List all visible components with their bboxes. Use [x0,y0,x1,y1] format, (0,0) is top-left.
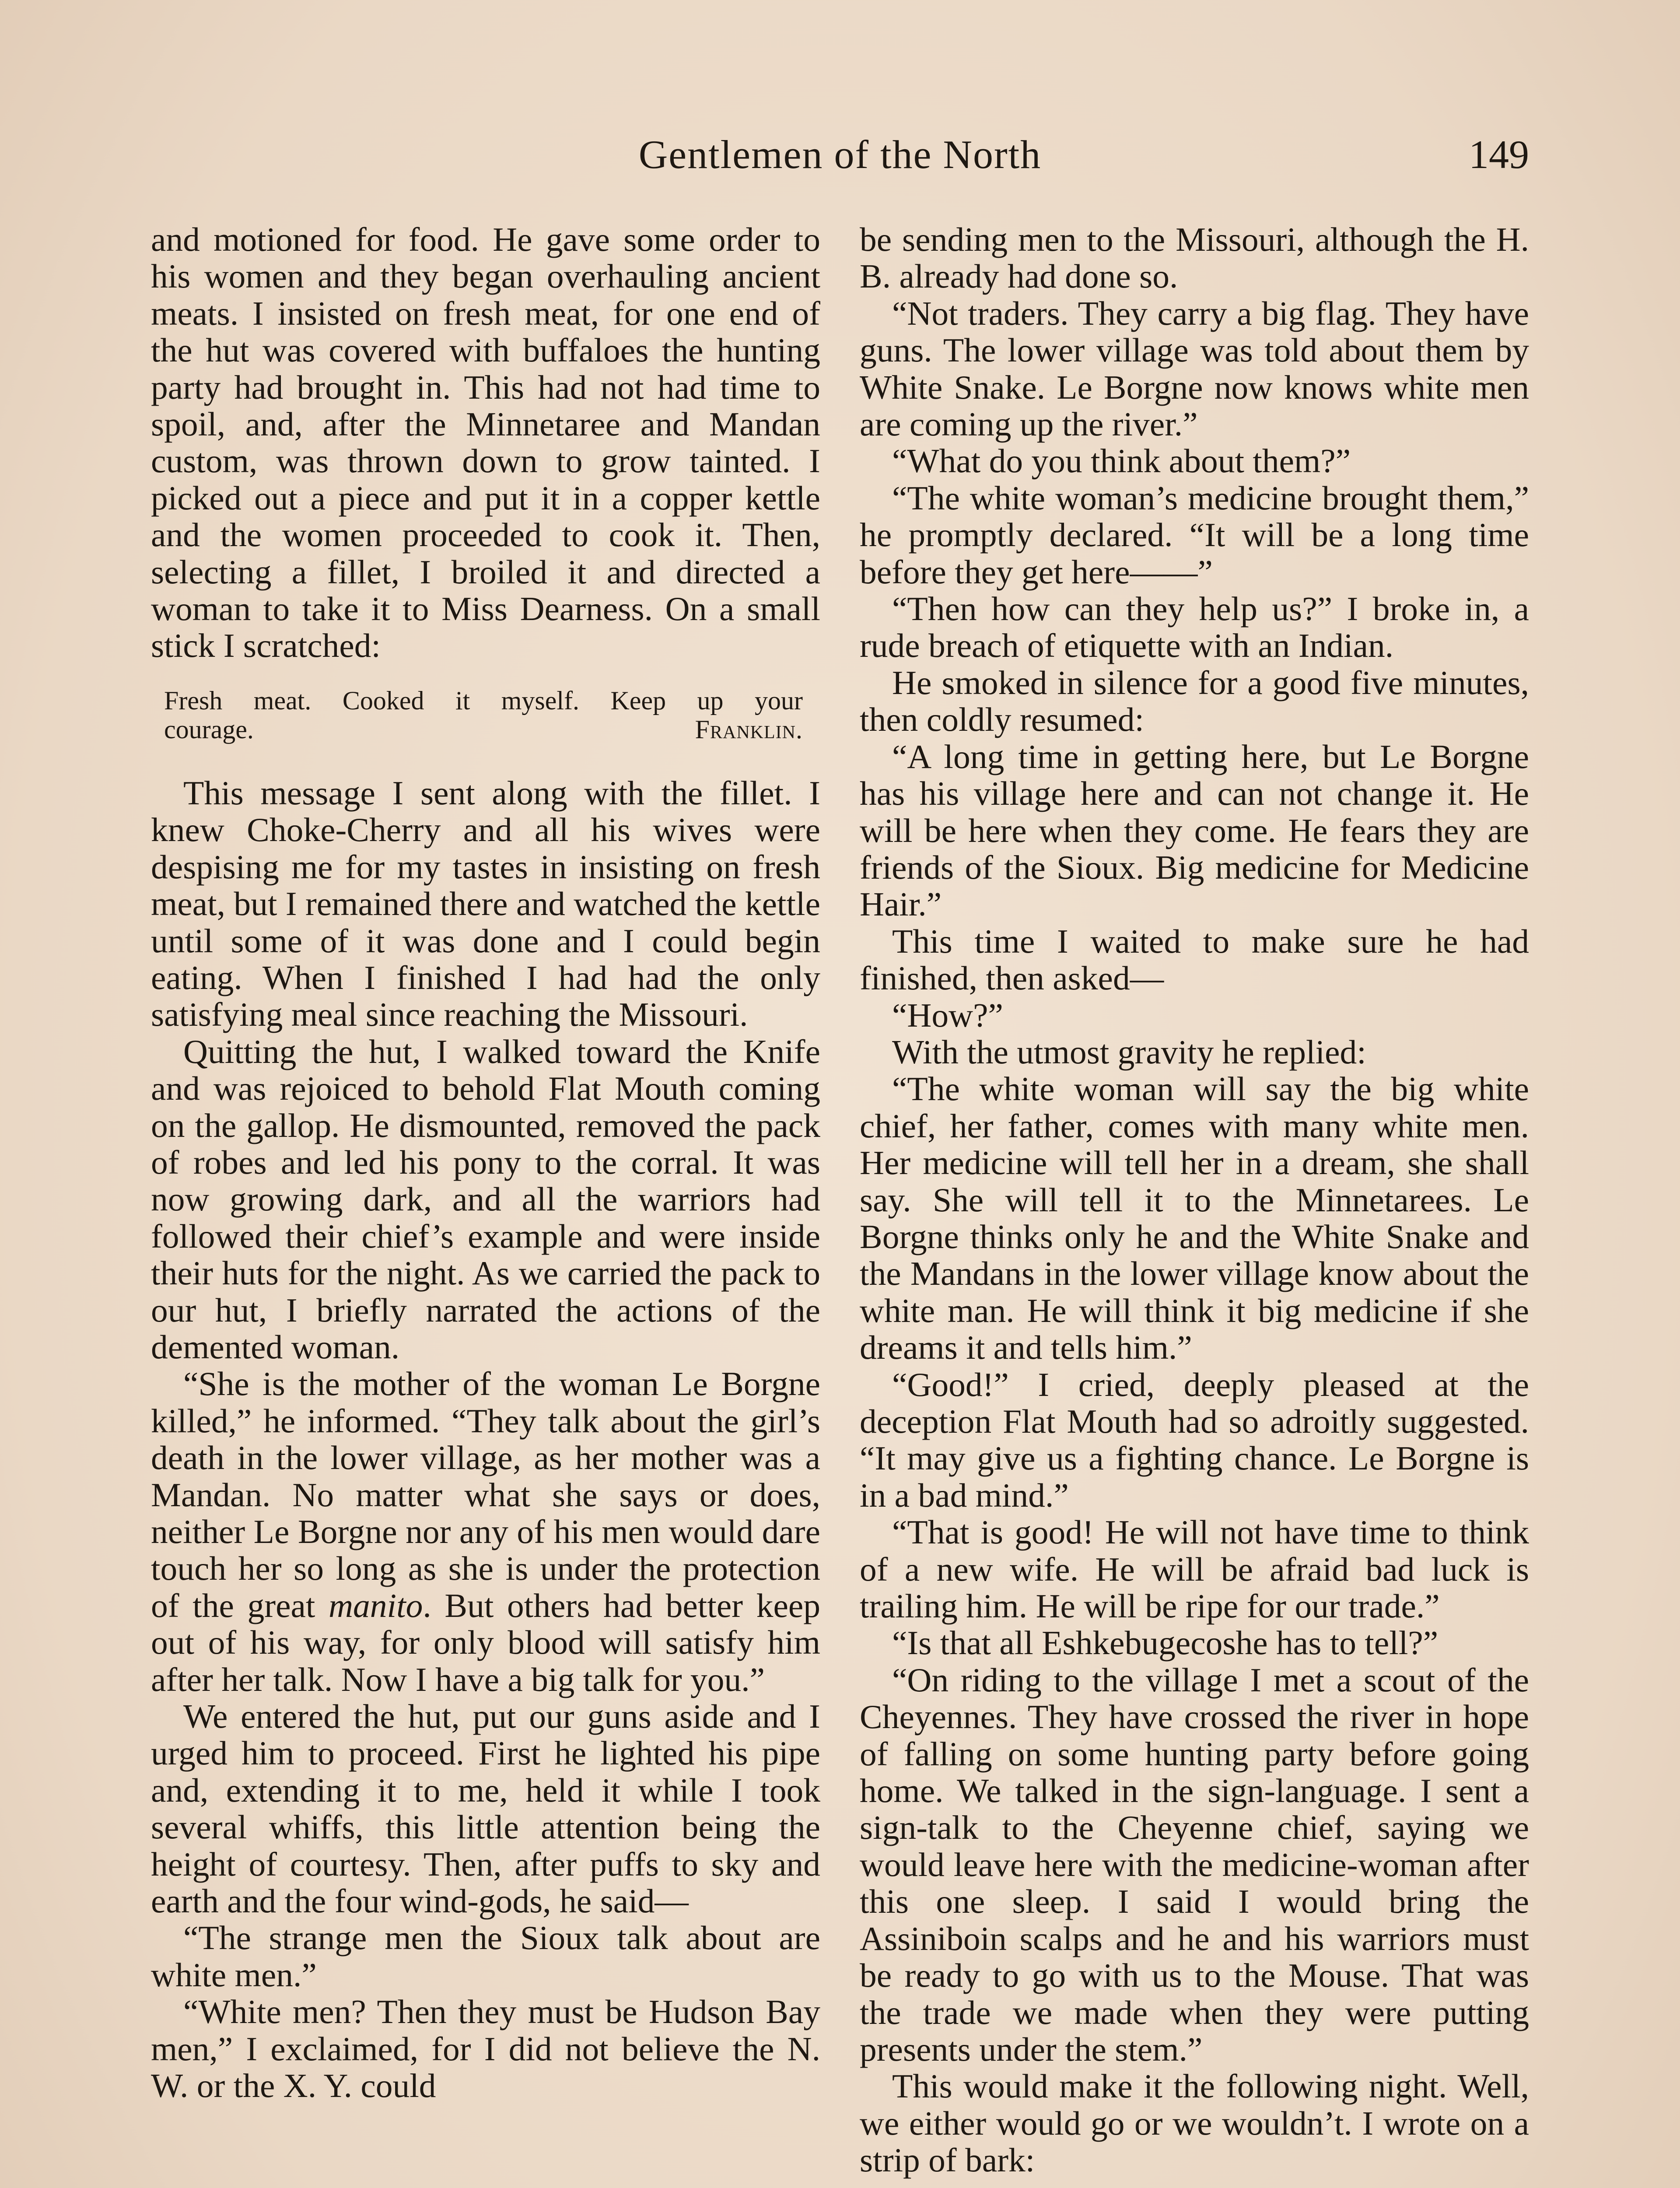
paragraph: “Not traders. They carry a big flag. They have guns. The lower village was told about them by White Snake. Le Borgne now knows white men are coming up the river.” [860,294,1529,443]
paragraph: He smoked in silence for a good five minutes, then coldly resumed: [860,663,1529,739]
page-number: 149 [1469,132,1529,177]
paragraph: and motioned for food. He gave some order to his women and they began overhauling ancient meats. I insisted on fresh meat, for one end of the hut was covered with buffaloes the hunting party had brought in. This had not had time to spoil, and, after the Minnetaree and Mandan custom, was thrown down to grow tainted. I picked out a piece and put it in a copper kettle and the women proceeded to cook it. Then, selecting a fillet, I broiled it and directed a woman to take it to Miss Dearness. On a small stick I scratched: [151,221,820,665]
bark-note [164,686,803,744]
note-line: courage. [164,715,254,744]
running-head [151,127,1529,188]
paragraph [151,1365,820,1698]
text-run: . But others had better keep out of his way, for only blood will satisfy him after her talk. Now I have a big talk for you.” [151,1586,821,1698]
paragraph: This would make it the following night. Well, we either would go or we wouldn’t. I wrote on a strip of bark: [860,2067,1529,2179]
paragraph: “How?” [892,996,1003,1034]
note-line: Fresh meat. Cooked it myself. Keep up your [164,686,803,715]
paragraph: “The white woman’s medicine brought them,” he promptly declared. “It will be a long time before they get here——” [860,479,1529,591]
paragraph: “A long time in getting here, but Le Borgne has his village here and can not change it. He will be here when they come. He fears they are friends of the Sioux. Big medicine for Medicine Hair.” [860,737,1529,923]
right-column [860,221,1529,2179]
paragraph: This time I waited to make sure he had finished, then asked— [860,922,1529,997]
paragraph: “Good!” I cried, deeply pleased at the deception Flat Mouth had so adroitly suggested. “It may give us a fighting chance. Le Borgne is in a bad mind.” [860,1365,1529,1514]
paragraph: “That is good! He will not have time to think of a new wife. He will be afraid bad luck is trailing him. He will be ripe for our trade.” [860,1513,1529,1625]
paragraph: Quitting the hut, I walked toward the Knife and was rejoiced to behold Flat Mouth coming on the gallop. He dismounted, removed the pack of robes and led his pony to the corral. It was now growing dark, and all the warriors had followed their chief’s example and were inside their huts for the night. As we carried the pack to our hut, I briefly narrated the actions of the demented woman. [151,1032,820,1366]
paragraph: “Then how can they help us?” I broke in, a rude breach of etiquette with an Indian. [860,590,1529,665]
paragraph: With the utmost gravity he replied: [892,1033,1366,1071]
text-run: “She is the mother of the woman Le Borgne killed,” he informed. “They talk about the girl’s death in the lower village, as her mother was a Mandan. No matter what she says or does, neither Le Borgne nor any of his men would dare touch her so long as she is under the protection of the great [151,1365,820,1624]
left-column [151,221,820,2104]
paragraph: We entered the hut, put our guns aside and I urged him to proceed. First he lighted his pipe and, extending it to me, held it while I took several whiffs, this little attention being the height of courtesy. Then, after puffs to sky and earth and the four wind-gods, he said— [151,1697,820,1920]
note-last-line [164,715,803,744]
page-header-title: Gentlemen of the North [638,132,1042,177]
paragraph: “What do you think about them?” [892,442,1351,480]
paragraph: be sending men to the Missouri, although the H. B. already had done so. [860,221,1529,295]
paragraph: “The strange men the Sioux talk about are white men.” [151,1919,820,1994]
paragraph: This message I sent along with the fillet. I knew Choke-Cherry and all his wives were despising me for my tastes in insisting on fresh meat, but I remained there and watched the kettle until some of it was done and I could begin eating. When I finished I had had the only satisfying meal since reaching the Missouri. [151,774,820,1034]
paragraph: “On riding to the village I met a scout of the Cheyennes. They have crossed the river in hope of falling on some hunting party before going home. We talked in the sign-language. I sent a sign-talk to the Cheyenne chief, saying we would leave here with the medicine-woman after this one sleep. I said I would bring the Assiniboin scalps and he and his warriors must be ready to go with us to the Mouse. That was the trade we made when they were putting presents under the stem.” [860,1661,1529,2068]
paragraph: “White men? Then they must be Hudson Bay men,” I exclaimed, for I did not believe the N. W. or the X. Y. could [151,1993,820,2105]
italic-word: manito [329,1586,423,1624]
note-signature: Franklin. [695,715,803,744]
paragraph: “The white woman will say the big white chief, her father, comes with many white men. Her medicine will tell her in a dream, she shall say. She will tell it to the Minnetarees. Le Borgne thinks only he and the White Snake and the Mandans in the lower village know about the white man. He will think it big medicine if she dreams it and tells him.” [860,1070,1529,1367]
paragraph: “Is that all Eshkebugecoshe has to tell?” [892,1624,1438,1662]
